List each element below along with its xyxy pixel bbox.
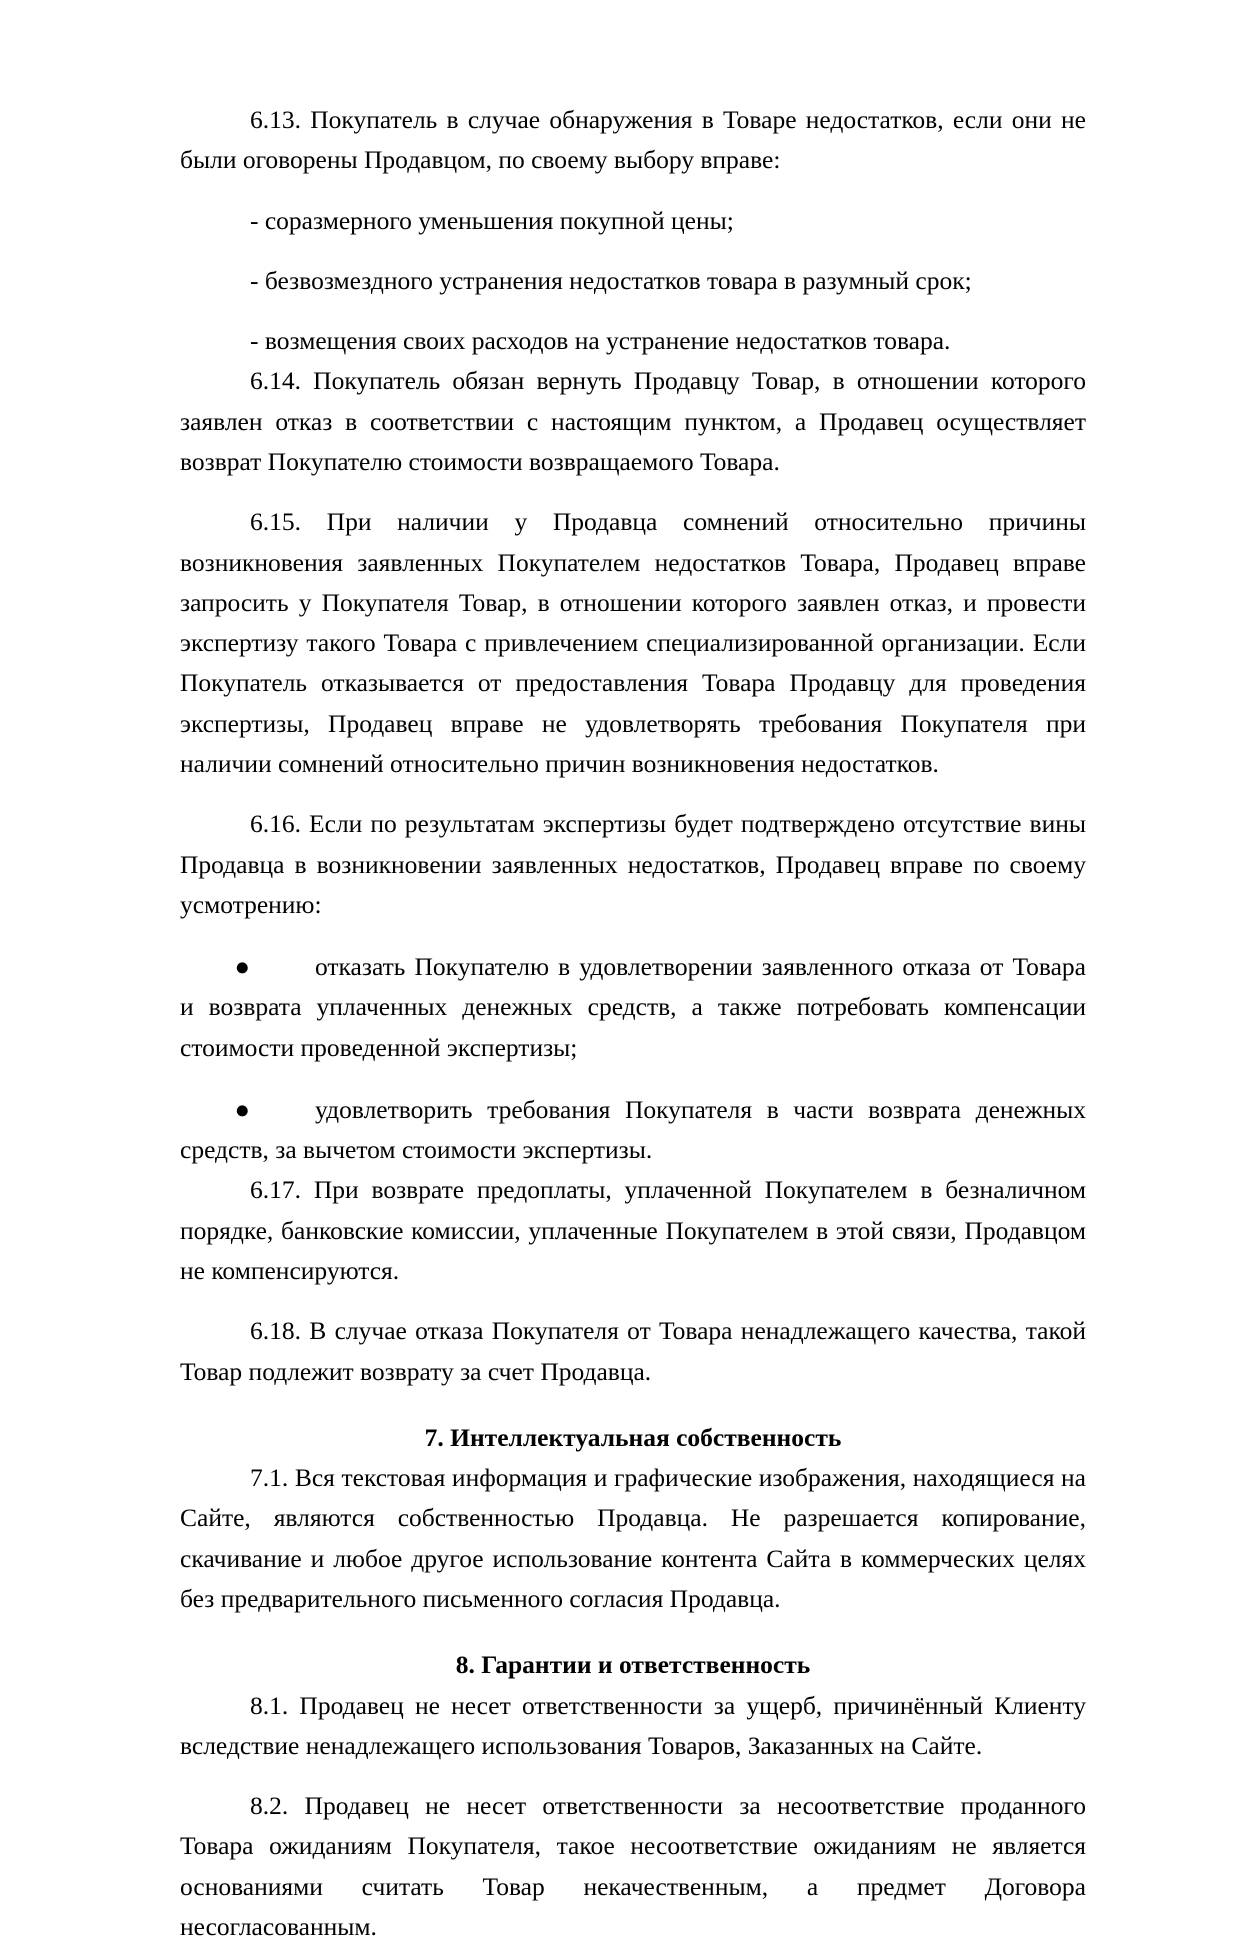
bullet-point-icon: ● <box>234 1094 250 1124</box>
body-paragraph: 6.15. При наличии у Продавца сомнений относительно причины возникновения заявленных Покупателем недостатков Товара, Продавец вправе запросить у Покупателя Товар, в отношении которого заявлен отказ, и провести экспертизу такого Товара с привлечением специализированной организации. Если Покупатель отказывается от предоставления Товара Продавцу для проведения экспертизы, Продавец вправе не удовлетворять требования Покупателя при наличии сомнений относительно причин возникновения недостатков. <box>180 507 1086 778</box>
body-paragraph: 6.17. При возврате предоплаты, уплаченной Покупателем в безналичном порядке, банковские комиссии, уплаченные Покупателем в этой связи, Продавцом не компенсируются. <box>180 1175 1086 1286</box>
bullet-item-text: отказать Покупателю в удовлетворении заявленного отказа от Товара и возврата уплаченных денежных средств, а также потребовать компенсации стоимости проведенной экспертизы; <box>180 952 1086 1062</box>
document-body <box>180 100 1086 1947</box>
dash-list-item: - безвозмездного устранения недостатков товара в разумный срок; <box>250 265 972 295</box>
body-paragraph: 8.1. Продавец не несет ответственности за ущерб, причинённый Клиенту вследствие ненадлежащего использования Товаров, Заказанных на Сайте. <box>180 1690 1086 1760</box>
body-paragraph: 7.1. Вся текстовая информация и графические изображения, находящиеся на Сайте, являются собственностью Продавца. Не разрешается копирование, скачивание и любое другое использование контента Сайта в коммерческих целях без предварительного письменного согласия Продавца. <box>180 1463 1086 1613</box>
dash-list-item: - возмещения своих расходов на устранение недостатков товара. <box>250 326 951 356</box>
section-heading: 8. Гарантии и ответственность <box>455 1650 811 1680</box>
dash-list-item: - соразмерного уменьшения покупной цены; <box>250 205 734 235</box>
bullet-point-icon: ● <box>234 952 250 982</box>
body-paragraph: 6.18. В случае отказа Покупателя от Товара ненадлежащего качества, такой Товар подлежит возврату за счет Продавца. <box>180 1316 1086 1386</box>
body-paragraph: 8.2. Продавец не несет ответственности за несоответствие проданного Товара ожиданиям Покупателя, такое несоответствие ожиданиям не является основаниями считать Товар некачественным, а предмет Договора несогласованным. <box>180 1791 1086 1941</box>
bullet-item-text: удовлетворить требования Покупателя в части возврата денежных средств, за вычетом стоимости экспертизы. <box>180 1094 1086 1165</box>
bullet-list-item <box>180 1090 1086 1171</box>
section-heading: 7. Интеллектуальная собственность <box>424 1422 842 1452</box>
body-paragraph: 6.14. Покупатель обязан вернуть Продавцу Товар, в отношении которого заявлен отказ в соответствии с настоящим пунктом, а Продавец осуществляет возврат Покупателю стоимости возвращаемого Товара. <box>180 366 1086 476</box>
body-paragraph: 6.16. Если по результатам экспертизы будет подтверждено отсутствие вины Продавца в возникновении заявленных недостатков, Продавец вправе по своему усмотрению: <box>180 809 1086 919</box>
body-paragraph: 6.13. Покупатель в случае обнаружения в Товаре недостатков, если они не были оговорены Продавцом, по своему выбору вправе: <box>180 105 1086 175</box>
bullet-list-item <box>180 947 1086 1068</box>
